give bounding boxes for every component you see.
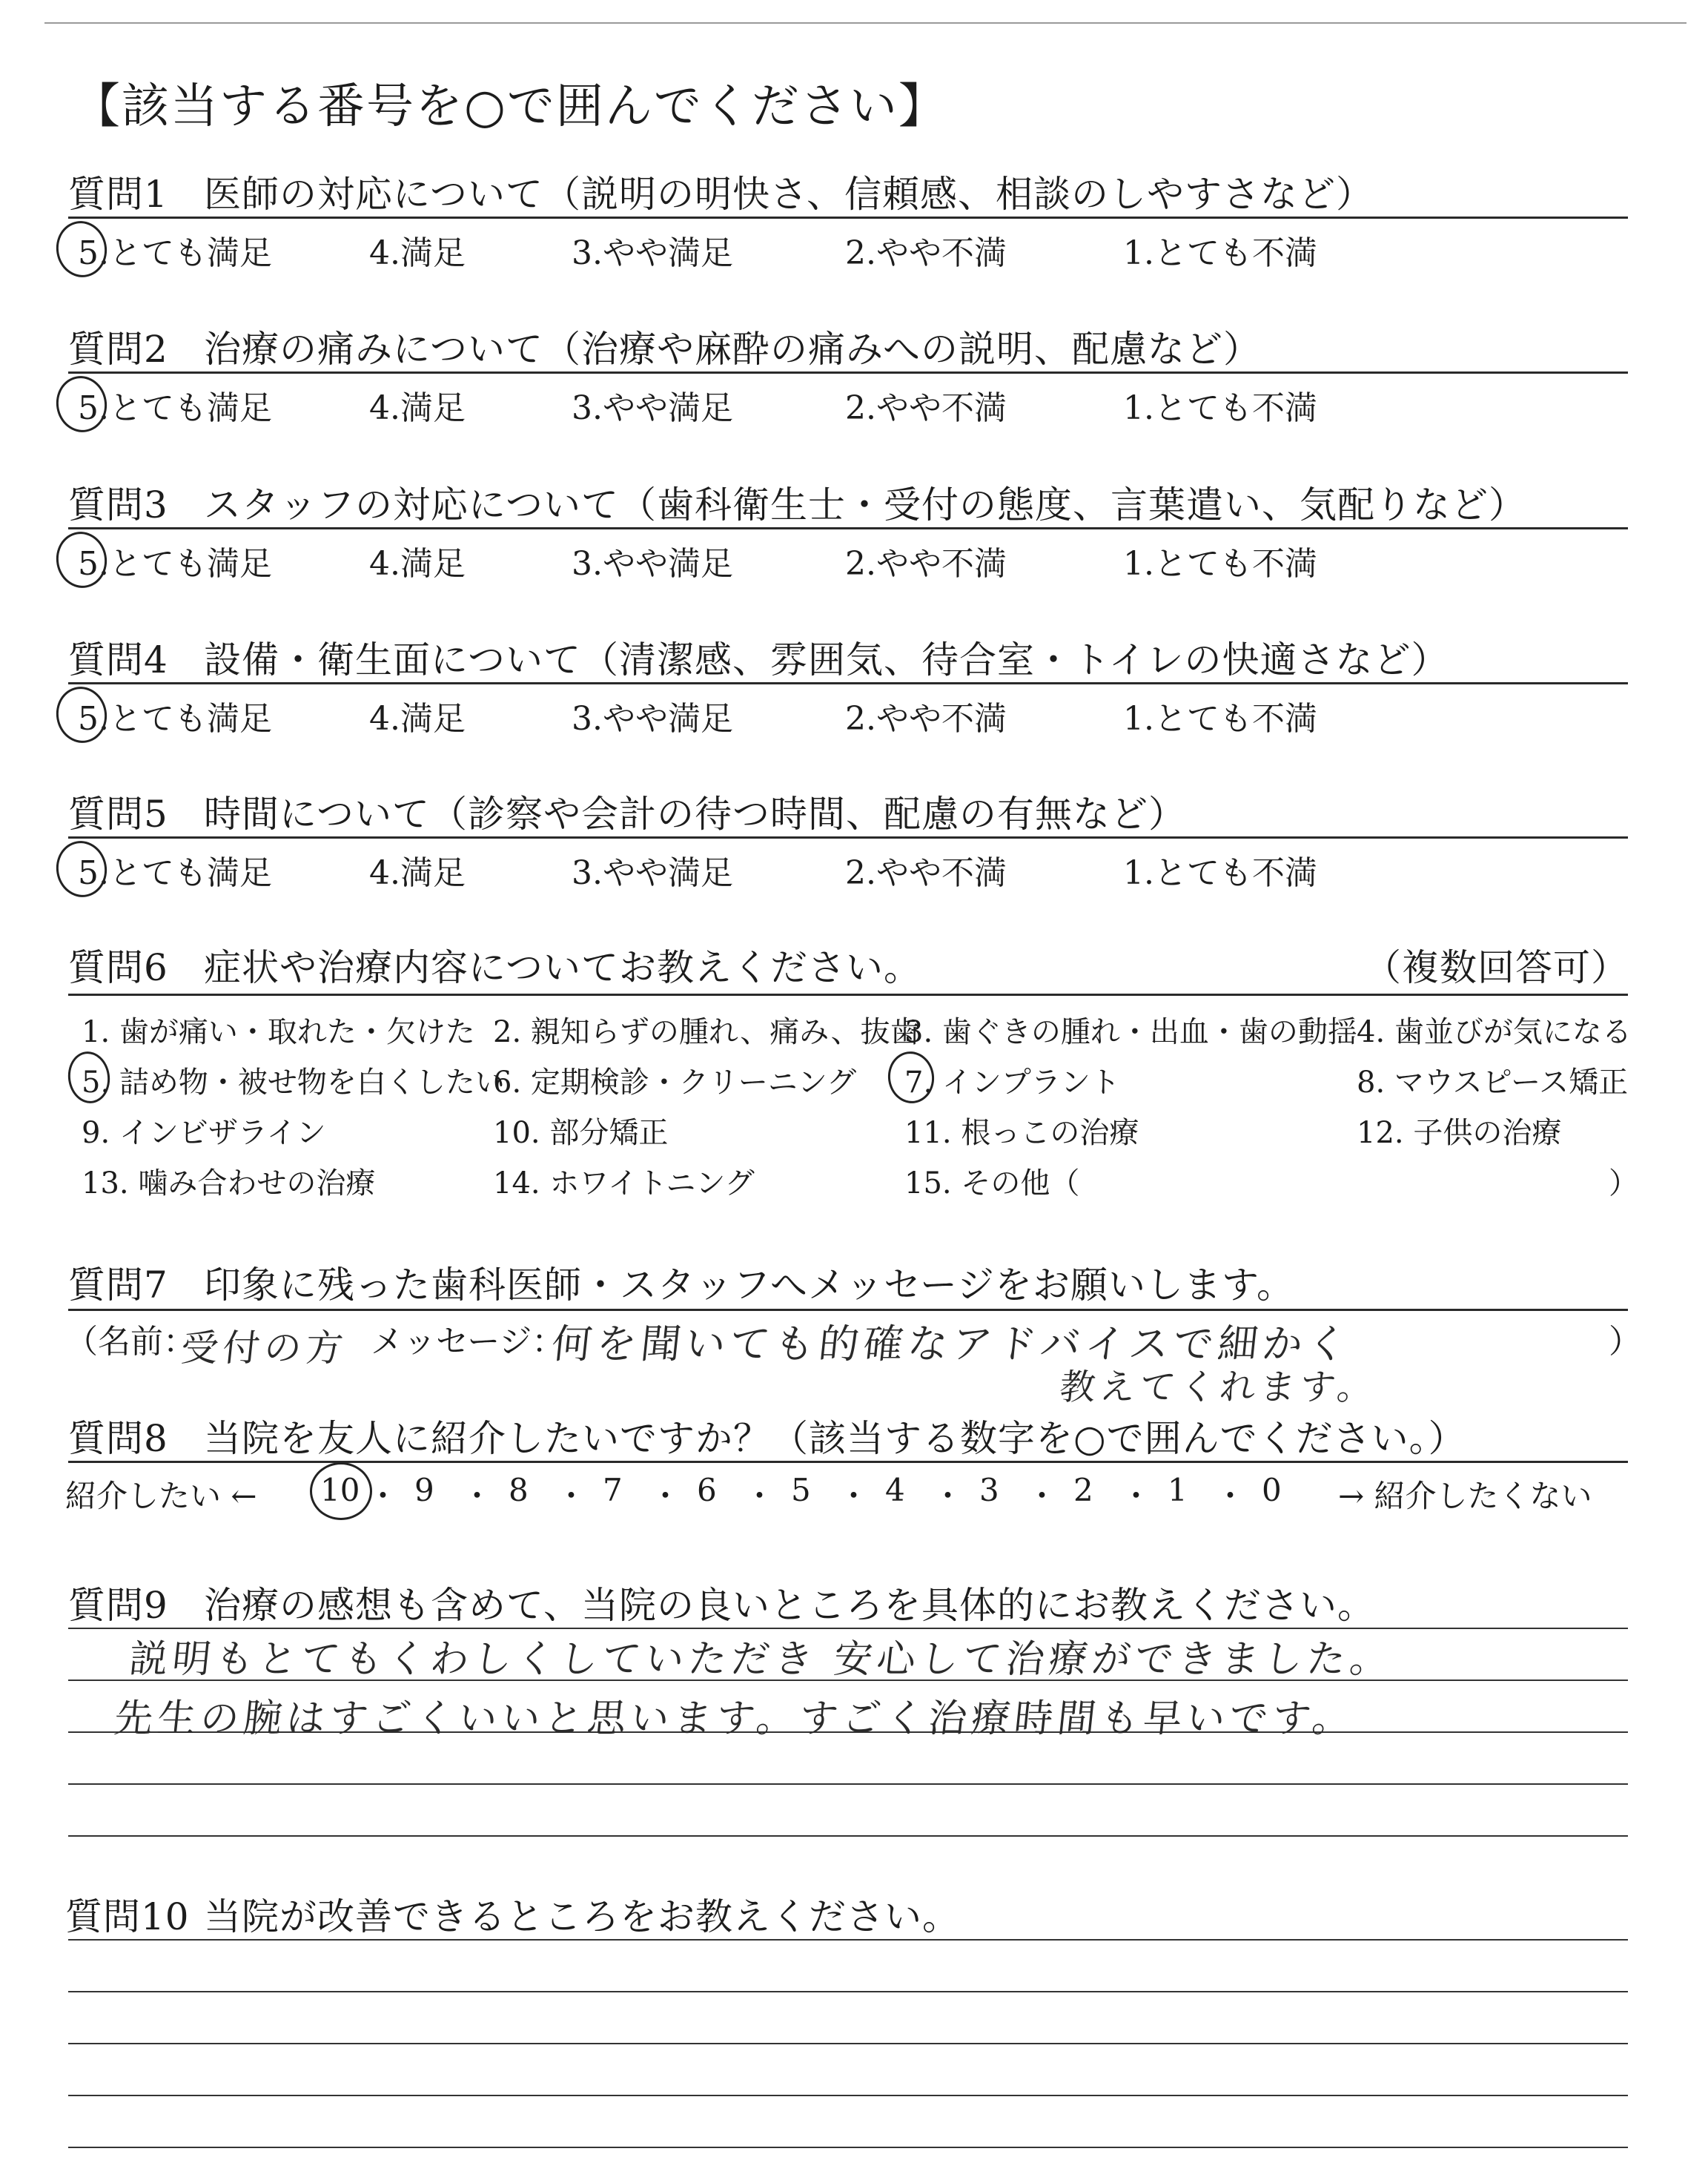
q8-scale-dot: ・ xyxy=(838,1478,870,1514)
q8-circle-10 xyxy=(310,1462,372,1520)
q1-option-2[interactable]: 2.やや不満 xyxy=(845,234,1007,272)
q7-close-paren: ） xyxy=(1609,1323,1641,1361)
q10-text: 当院が改善できるところをお教えください。 xyxy=(204,1895,960,1938)
q1-label: 質問1 xyxy=(68,173,168,216)
q8-scale-dot: ・ xyxy=(461,1478,493,1514)
q3-option-2[interactable]: 2.やや不満 xyxy=(845,545,1007,583)
q3-text: スタッフの対応について（歯科衛生士・受付の態度、言葉遣い、気配りなど） xyxy=(204,483,1526,526)
q8-scale-4[interactable]: 4 xyxy=(885,1472,905,1508)
q3-option-1[interactable]: 1.とても不満 xyxy=(1123,545,1317,583)
q7-text: 印象に残った歯科医師・スタッフへメッセージをお願いします。 xyxy=(204,1264,1294,1307)
q9-answer-line2[interactable]: 先生の腕はすごくいいと思います。すごく治療時間も早いです。 xyxy=(112,1697,1358,1741)
q5-rule xyxy=(68,836,1628,839)
q6-item-7[interactable]: 7. インプラント xyxy=(904,1066,1120,1100)
q8-scale-2[interactable]: 2 xyxy=(1073,1472,1093,1508)
q7-message-line2[interactable]: 教えてくれます。 xyxy=(1057,1367,1380,1408)
q6-rule xyxy=(68,994,1628,996)
q6-text: 症状や治療内容についてお教えください。 xyxy=(204,946,921,989)
q2-option-2[interactable]: 2.やや不満 xyxy=(845,389,1007,427)
q2-option-4[interactable]: 4.満足 xyxy=(369,389,466,427)
q1-option-5[interactable]: 5.とても満足 xyxy=(78,234,272,272)
top-border xyxy=(44,22,1687,24)
q3-option-4[interactable]: 4.満足 xyxy=(369,545,466,583)
q8-scale-6[interactable]: 6 xyxy=(697,1472,717,1508)
q4-option-1[interactable]: 1.とても不満 xyxy=(1123,700,1317,738)
q9-line-5 xyxy=(68,1835,1628,1837)
q1-text: 医師の対応について（説明の明快さ、信頼感、相談のしやすさなど） xyxy=(204,173,1374,216)
q6-item-12[interactable]: 12. 子供の治療 xyxy=(1357,1116,1562,1150)
q5-text: 時間について（診察や会計の待つ時間、配慮の有無など） xyxy=(204,793,1186,836)
q8-scale-dot: ・ xyxy=(555,1478,587,1514)
q6-item-9[interactable]: 9. インビザライン xyxy=(82,1116,326,1150)
q2-option-5[interactable]: 5.とても満足 xyxy=(78,389,272,427)
q2-option-1[interactable]: 1.とても不満 xyxy=(1123,389,1317,427)
q4-option-2[interactable]: 2.やや不満 xyxy=(845,700,1007,738)
q7-rule xyxy=(68,1309,1628,1311)
q10-line-5 xyxy=(68,2147,1628,2148)
q1-option-1[interactable]: 1.とても不満 xyxy=(1123,234,1317,272)
q8-scale-dot: ・ xyxy=(1026,1478,1058,1514)
q10-line-1 xyxy=(68,1939,1628,1941)
q6-item-8[interactable]: 8. マウスピース矯正 xyxy=(1357,1066,1629,1100)
q3-option-5[interactable]: 5.とても満足 xyxy=(78,545,272,583)
q4-text: 設備・衛生面について（清潔感、雰囲気、待合室・トイレの快適さなど） xyxy=(204,638,1449,681)
q9-line-4 xyxy=(68,1783,1628,1785)
q8-scale-10[interactable]: 10 xyxy=(320,1472,360,1508)
q10-line-4 xyxy=(68,2095,1628,2096)
q8-rule xyxy=(68,1461,1628,1463)
q8-left-label: 紹介したい ← xyxy=(65,1478,257,1514)
q6-item-4[interactable]: 4. 歯並びが気になる xyxy=(1357,1015,1632,1049)
q1-option-3[interactable]: 3.やや満足 xyxy=(572,234,733,272)
q6-label: 質問6 xyxy=(68,946,168,989)
q2-text: 治療の痛みについて（治療や麻酔の痛みへの説明、配慮など） xyxy=(204,328,1261,371)
q5-option-3[interactable]: 3.やや満足 xyxy=(572,854,733,892)
q4-label: 質問4 xyxy=(68,638,168,681)
q8-scale-9[interactable]: 9 xyxy=(414,1472,434,1508)
q9-text: 治療の感想も含めて、当院の良いところを具体的にお教えください。 xyxy=(204,1584,1375,1627)
q2-label: 質問2 xyxy=(68,328,168,371)
q8-scale-dot: ・ xyxy=(932,1478,964,1514)
q3-label: 質問3 xyxy=(68,483,168,526)
q8-scale-5[interactable]: 5 xyxy=(791,1472,811,1508)
q7-message-label: メッセージ： xyxy=(371,1323,565,1361)
q8-scale-1[interactable]: 1 xyxy=(1168,1472,1188,1508)
q8-scale-0[interactable]: 0 xyxy=(1262,1472,1282,1508)
q5-option-1[interactable]: 1.とても不満 xyxy=(1123,854,1317,892)
q8-scale-3[interactable]: 3 xyxy=(979,1472,999,1508)
q7-name-value[interactable]: 受付の方 xyxy=(179,1327,350,1370)
q5-label: 質問5 xyxy=(68,793,168,836)
q6-note: （複数回答可） xyxy=(1364,946,1629,989)
q6-item-2[interactable]: 2. 親知らずの腫れ、痛み、抜歯 xyxy=(493,1015,920,1049)
q6-item-1[interactable]: 1. 歯が痛い・取れた・欠けた xyxy=(82,1015,475,1049)
q8-scale-dot: ・ xyxy=(1214,1478,1246,1514)
q6-item-3[interactable]: 3. 歯ぐきの腫れ・出血・歯の動揺 xyxy=(904,1015,1357,1049)
q2-option-3[interactable]: 3.やや満足 xyxy=(572,389,733,427)
q3-rule xyxy=(68,527,1628,529)
q6-item-14[interactable]: 14. ホワイトニング xyxy=(493,1166,755,1200)
q8-scale-7[interactable]: 7 xyxy=(603,1472,623,1508)
q5-option-5[interactable]: 5.とても満足 xyxy=(78,854,272,892)
q4-option-4[interactable]: 4.満足 xyxy=(369,700,466,738)
q8-scale-dot: ・ xyxy=(367,1478,399,1514)
q6-item-6[interactable]: 6. 定期検診・クリーニング xyxy=(493,1066,857,1100)
q1-rule xyxy=(68,217,1628,219)
q8-scale-8[interactable]: 8 xyxy=(509,1472,529,1508)
q1-option-4[interactable]: 4.満足 xyxy=(369,234,466,272)
q2-rule xyxy=(68,371,1628,374)
q10-line-3 xyxy=(68,2043,1628,2044)
q10-label: 質問10 xyxy=(65,1895,190,1938)
q3-option-3[interactable]: 3.やや満足 xyxy=(572,545,733,583)
q8-label: 質問8 xyxy=(68,1417,168,1460)
q6-item-15-close: ） xyxy=(1609,1166,1638,1200)
q6-item-15[interactable]: 15. その他（ xyxy=(904,1166,1080,1200)
q7-label: 質問7 xyxy=(68,1264,168,1307)
q6-item-13[interactable]: 13. 噛み合わせの治療 xyxy=(82,1166,376,1200)
q4-option-5[interactable]: 5.とても満足 xyxy=(78,700,272,738)
q7-name-label: （名前： xyxy=(65,1323,196,1361)
q10-line-2 xyxy=(68,1991,1628,1992)
q4-rule xyxy=(68,682,1628,684)
q6-item-5[interactable]: 5. 詰め物・被せ物を白くしたい xyxy=(82,1066,505,1100)
q9-answer-line1[interactable]: 説明もとてもくわしくしていただき 安心して治療ができました。 xyxy=(127,1637,1396,1682)
q5-option-2[interactable]: 2.やや不満 xyxy=(845,854,1007,892)
q9-label: 質問9 xyxy=(68,1584,168,1627)
q8-right-label: → 紹介したくない xyxy=(1338,1478,1592,1514)
q8-text: 当院を友人に紹介したいですか？（該当する数字を○で囲んでください。） xyxy=(204,1417,1466,1460)
q7-message-line1[interactable]: 何を聞いても的確なアドバイスで細かく xyxy=(549,1321,1354,1367)
q6-item-10[interactable]: 10. 部分矯正 xyxy=(493,1116,669,1150)
q8-scale-dot: ・ xyxy=(1120,1478,1152,1514)
q5-option-4[interactable]: 4.満足 xyxy=(369,854,466,892)
form-header: 【該当する番号を○で囲んでください】 xyxy=(73,79,947,134)
q6-item-11[interactable]: 11. 根っこの治療 xyxy=(904,1116,1139,1150)
q4-option-3[interactable]: 3.やや満足 xyxy=(572,700,733,738)
q8-scale-dot: ・ xyxy=(649,1478,681,1514)
q8-scale-dot: ・ xyxy=(744,1478,775,1514)
